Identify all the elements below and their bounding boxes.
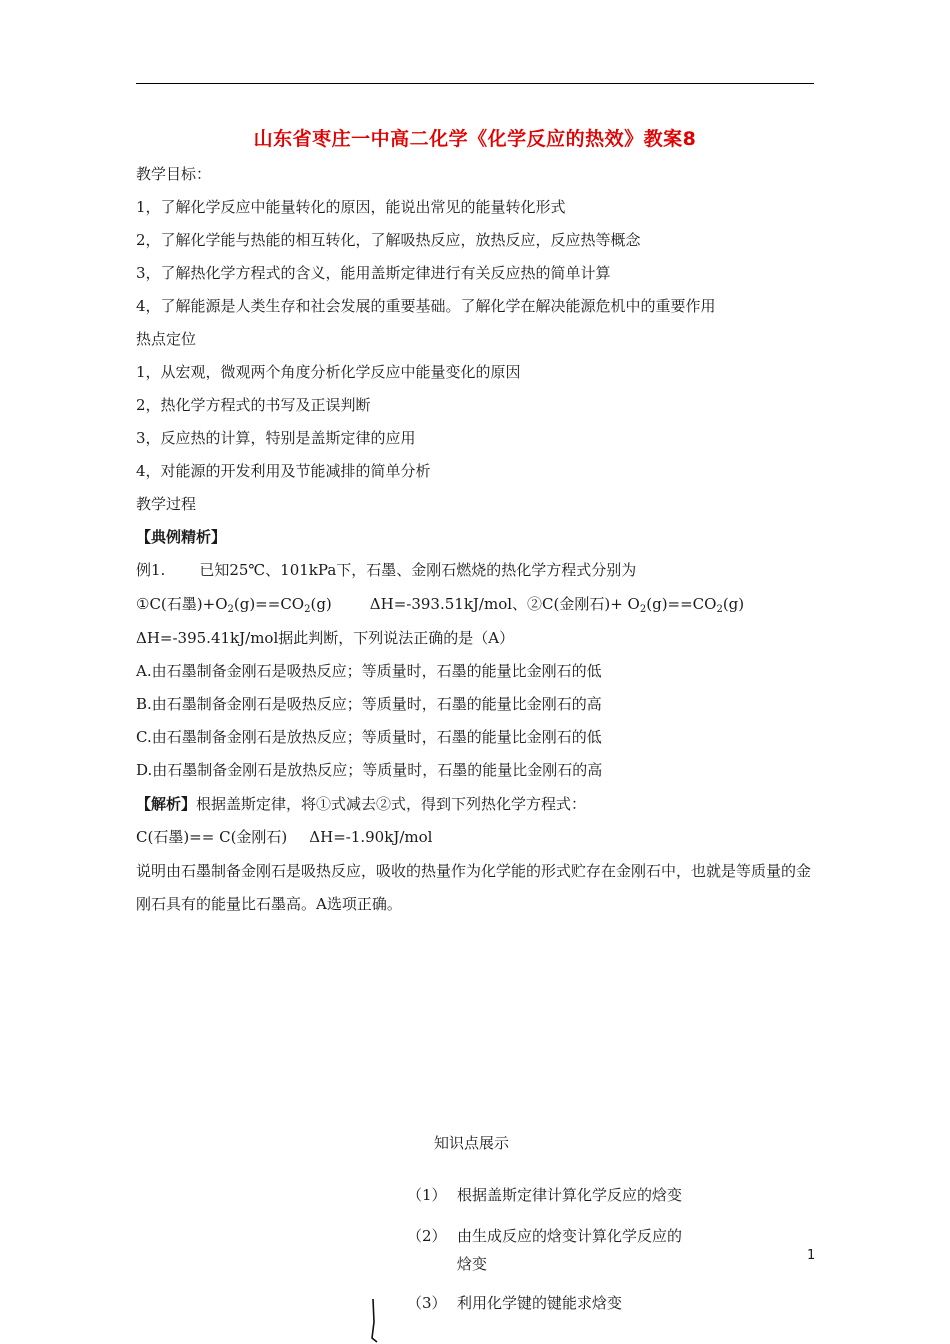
equations-line: [136, 594, 744, 614]
hotspot-item: 4，对能源的开发利用及节能减排的简单分析: [136, 462, 431, 480]
option-d: D.由石墨制备金刚石是放热反应；等质量时，石墨的能量比金刚石的高: [136, 761, 603, 779]
document-title: 山东省枣庄一中高二化学《化学反应的热效》教案8: [253, 128, 697, 150]
knowledge-item-continuation: 焓变: [457, 1255, 488, 1273]
result-equation-line: [136, 827, 432, 847]
result-equation: C(石墨)== C(金刚石): [136, 828, 288, 846]
knowledge-item-number: （2）: [407, 1227, 447, 1245]
explanation-paragraph: 说明由石墨制备金刚石是吸热反应，吸收的热量作为化学能的形式贮存在金刚石中，也就是等质量的金刚石具有的能量比石墨高。A选项正确。: [136, 862, 812, 913]
objective-item: 4，了解能源是人类生存和社会发展的重要基础。了解化学在解决能源危机中的重要作用: [136, 297, 716, 315]
equation-2-line: [136, 628, 514, 648]
equation-2: ②C(金刚石)+ $O_2(g)==CO_2(g)$: [527, 595, 745, 615]
option-c: C.由石墨制备金刚石是放热反应；等质量时，石墨的能量比金刚石的低: [136, 728, 602, 746]
objectives-heading: 教学目标：: [136, 165, 212, 183]
hotspots-heading: 热点定位: [136, 330, 197, 348]
hotspot-item: 1，从宏观，微观两个角度分析化学反应中能量变化的原因: [136, 363, 521, 381]
equation-2-enthalpy: ΔH=-395.41kJ/mol: [136, 629, 279, 647]
knowledge-item-text: 利用化学键的键能求焓变: [457, 1294, 623, 1312]
analysis-text: 根据盖斯定律，将①式减去②式，得到下列热化学方程式：: [196, 795, 587, 813]
result-enthalpy: ΔH=-1.90kJ/mol: [309, 828, 433, 846]
knowledge-item-text: 由生成反应的焓变计算化学反应的: [457, 1227, 683, 1245]
page-number: 1: [807, 1248, 816, 1263]
equation-1: ①C(石墨)$+O_2(g)==CO_2(g)$: [136, 595, 332, 615]
objective-item: 3，了解热化学方程式的含义，能用盖斯定律进行有关反应热的简单计算: [136, 264, 611, 282]
header-rule: [136, 83, 814, 84]
analysis-label: 【解析】: [136, 795, 197, 813]
pen-stroke-mark: [369, 1298, 383, 1344]
example-section-label: 【典例精析】: [136, 528, 227, 546]
hotspot-item: 3，反应热的计算，特别是盖斯定律的应用: [136, 429, 416, 447]
option-a: A.由石墨制备金刚石是吸热反应；等质量时，石墨的能量比金刚石的低: [136, 662, 602, 680]
process-heading: 教学过程: [136, 495, 197, 513]
example-question: [136, 560, 636, 580]
objective-item: 2，了解化学能与热能的相互转化，了解吸热反应，放热反应，反应热等概念: [136, 231, 641, 249]
question-label: 例1.: [136, 561, 166, 579]
knowledge-item-number: （1）: [407, 1186, 447, 1204]
question-end: 据此判断，下列说法正确的是（A）: [278, 629, 515, 647]
option-b: B.由石墨制备金刚石是吸热反应；等质量时，石墨的能量比金刚石的高: [136, 695, 602, 713]
knowledge-item-text: 根据盖斯定律计算化学反应的焓变: [457, 1186, 683, 1204]
knowledge-title: 知识点展示: [434, 1134, 510, 1152]
analysis-line: [136, 794, 586, 814]
question-text: 已知25℃、101kPa下，石墨、金刚石燃烧的热化学方程式分别为: [199, 561, 637, 579]
objective-item: 1，了解化学反应中能量转化的原因，能说出常见的能量转化形式: [136, 198, 566, 216]
equation-1-enthalpy: ΔH=-393.51kJ/mol、: [369, 595, 528, 613]
hotspot-item: 2，热化学方程式的书写及正误判断: [136, 396, 371, 414]
knowledge-item-number: （3）: [407, 1294, 447, 1312]
